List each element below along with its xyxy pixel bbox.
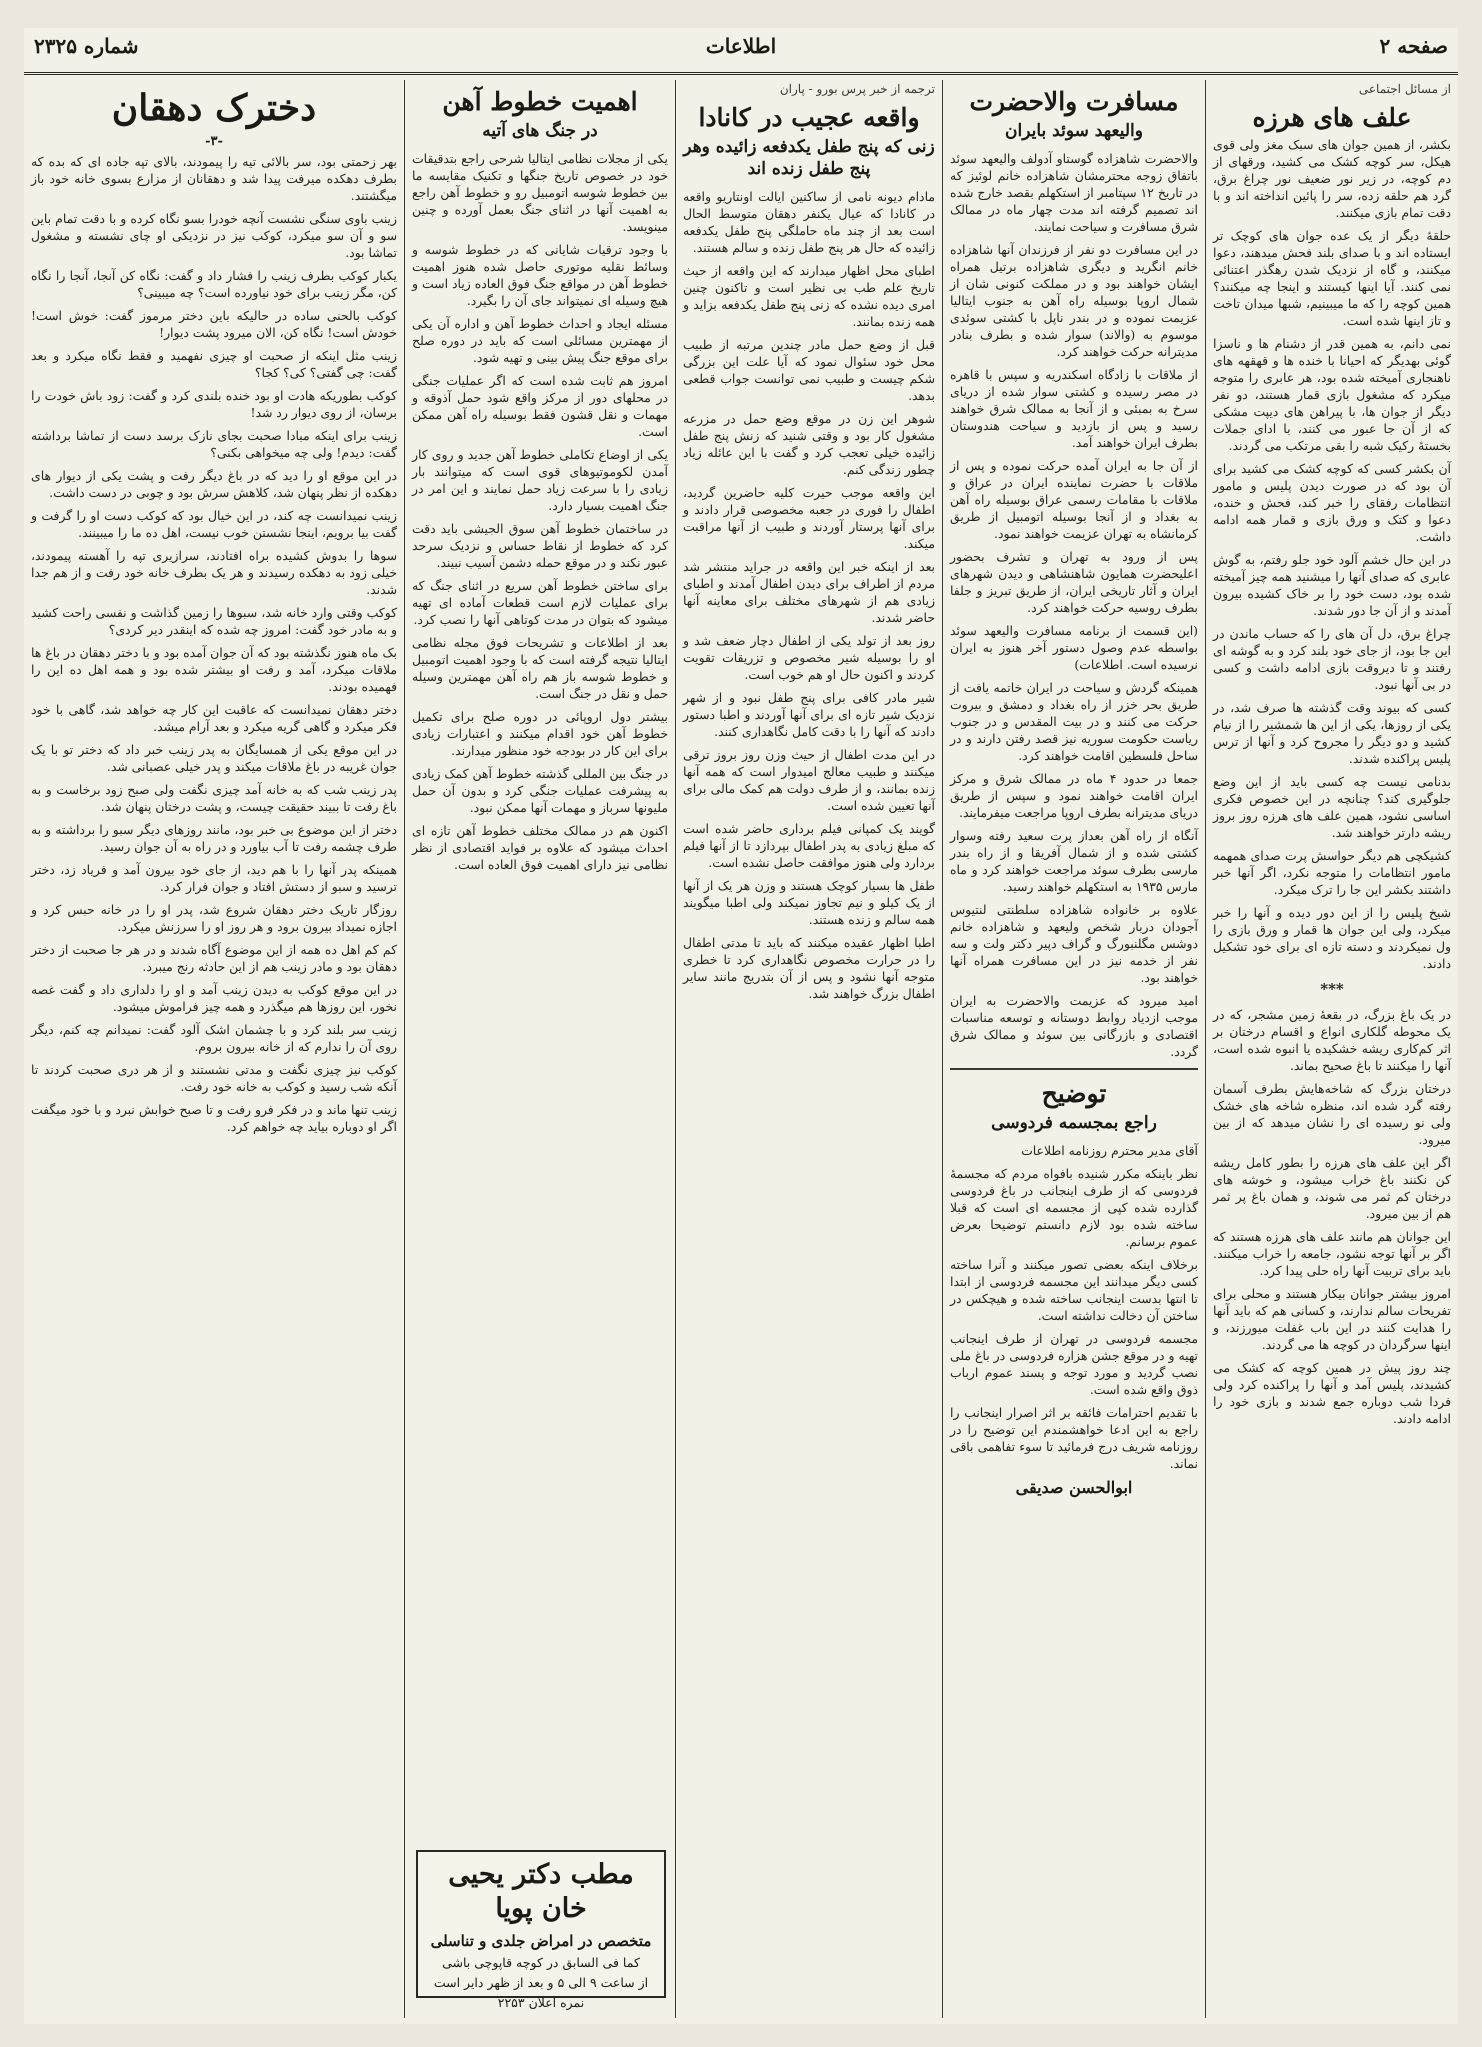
paragraph: کسی که بیوند وقت گذشته ها صرف شد، در یکی از روزها، یکی از این ها شمشیر را از نیام کشید و دو دیگر را مجروح کرد و آنها از ترس پلیس پراکنده شدند. [1213, 700, 1451, 766]
paragraph: والاحضرت شاهزاده گوستاو آدولف والیعهد سوئد باتفاق زوجه محترمشان شاهزاده خانم لوئیز که در تاریخ ۱۲ سپتامبر از استکهلم بقصد خارج شده اند تصمیم گرفته اند مدت چهار ماه در ممالک شرق مسافرت و سیاحت نمایند. [950, 151, 1198, 234]
paragraph: بهر زحمتی بود، سر بالائی تیه را پیمودند، بالای تپه جاده ای که بده که بطرف دهکده میرفت پیدا شد و دهقانان از مزارع بسوی خانه خود باز میگشتند. [31, 154, 397, 203]
paragraph: بعد از اینکه خبر این واقعه در جراید منتشر شد مردم از اطراف برای دیدن اطفال آمدند و اطبای زیادی هم از شهرهای مختلف برای معاینه آنها حاضر شدند. [683, 559, 935, 625]
paragraph: زینب تنها ماند و در فکر فرو رفت و تا صبح خوابش نبرد و با خود میگفت اگر او دوباره بیاید چه خواهم کرد. [31, 1102, 397, 1134]
paragraph: از ملاقات با زادگاه اسکندریه و سپس با قاهره در مصر رسیده و کشتی سوار شده از دریای سرخ به بمبئی و از آنجا به ممالک شرق خواهند رسید و پس از بازدید و سیاحت هندوستان بطرف ایران خواهند آمد. [950, 367, 1198, 450]
paragraph: کوکب وقتی وارد خانه شد، سبوها را زمین گذاشت و نفسی راحت کشید و به مادر خود گفت: امروز چه شده که اینقدر دیر کردی؟ [31, 605, 397, 637]
column-crown-prince-trip [943, 80, 1205, 2018]
paragraph: کم کم اهل ده همه از این موضوع آگاه شدند و در هر جا صحبت از دختر دهقان بود و مادر زینب هم از این حادثه رنج میبرد. [31, 942, 397, 974]
section-kicker: از مسائل اجتماعی [1358, 82, 1451, 96]
paragraph: آنگاه از راه آهن بعداز پرت سعید رفته وسوار کشتی شده و از شمال آفریقا و از راه بندر مارسی بطرف سوئد مراجعت خواهند کرد و ماه مارس ۱۹۳۵ به استکهلم خواهند رسید. [950, 828, 1198, 894]
ad-specialty: متخصص در امراض جلدی و تناسلی [430, 1932, 652, 1950]
article-title: واقعه عجیب در کانادا [698, 103, 920, 132]
paragraph: چند روز پیش در همین کوچه که کشک می کشیدند، پلیس آمد و آنها را پراکنده کرد ولی فردا شب دوباره جمع شدند و بازی خود را ادامه دادند. [1213, 1360, 1451, 1426]
article-body [412, 150, 668, 873]
article-body-continued [1213, 1006, 1451, 1427]
paragraph: کشیکچی هم دیگر حواسش پرت صدای همهمه مامور انتظامات را متوجه نکرد، اگر آنها خبر داشتند بکشر این جا را ترک میکرد. [1213, 848, 1451, 897]
paragraph: (این قسمت از برنامه مسافرت والیعهد سوئد بواسطه عدم وصول دستور آخر هنوز به ایران نرسیده است. اطلاعات) [950, 623, 1198, 672]
article-title: علف های هرزه [1252, 103, 1412, 132]
paragraph: اطبا اظهار عقیده میکنند که باید تا مدتی اطفال را در حرارت مخصوص نگاهداری کرد تا خطری متوجه آنها نشود و پس از آن بتدریج مانند سایر اطفال بزرگ خواهند شد. [683, 935, 935, 1001]
article-subtitle: در جنگ های آتیه [482, 121, 598, 141]
paragraph: روز بعد از تولد یکی از اطفال دچار ضعف شد و او را بوسیله شیر مخصوص و تزریقات تقویت کردند و اکنون حال او هم خوب است. [683, 633, 935, 682]
paragraph: گویند یک کمپانی فیلم برداری حاضر شده است که مبلغ زیادی به پدر اطفال بپردازد تا از آنها فیلم بردارد ولی هنوز موافقت حاصل نشده است. [683, 821, 935, 870]
paragraph: یکی از اوضاع تکاملی خطوط آهن جدید و روی کار آمدن لکوموتیوهای قوی است که میتوانند بار زیادی را با سرعت زیاد حمل نمایند و این امر در جنگ اهمیت بسیار دارد. [412, 447, 668, 513]
page-number: صفحه ۲ [1379, 34, 1448, 58]
paragraph: علاوه بر خانواده شاهزاده سلطنتی لنتیوس آجودان دربار شخص ولیعهد و شاهزاده خانم دوشس مگلنبورگ و گراف دپیر دکتر ولت و سه نفر از خدمه نیز در این مسافرت همراه آنها خواهند بود. [950, 902, 1198, 985]
paragraph: برای ساختن خطوط آهن سریع در اثنای جنگ که برای عملیات لازم است قطعات آماده ای تهیه میشود که بتوان در مدت کوتاهی آنها را نصب کرد. [412, 578, 668, 627]
ad-hours: از ساعت ۹ الی ۵ و بعد از ظهر دایر است [433, 1975, 649, 1990]
paragraph: نظر باینکه مکرر شنیده بافواه مردم که مجسمهٔ فردوسی که از طرف اینجانب در باغ فردوسی گذارده شده کپی از مجسمه ای است که قبلا ساخته شده بود لازم دانستم توضیحا بعرض عموم برسانم. [950, 1166, 1198, 1249]
paragraph: حلقهٔ دیگر از یک عده جوان های کوچک تر ایستاده اند و با صدای بلند فحش میدهند، دعوا میکنند، و گاه از نزدیک شدن رهگذر اعتنائی نمی کنند. آیا اینها کیستند و اینجا چه میکنند؟ همین کوچه را که ما میبینیم، شبها میدان تاخت و تاز اینها شده است. [1213, 228, 1451, 328]
paragraph: مجسمه فردوسی در تهران از طرف اینجانب تهیه و در موقع جشن هزاره فردوسی در باغ ملی نصب گردید و مورد توجه و پسند عموم ارباب ذوق واقع شده است. [950, 1331, 1198, 1397]
article-title: اهمیت خطوط آهن [442, 87, 638, 116]
paragraph: از آن جا به ایران آمده حرکت نموده و پس از ملاقات با حضرت نماینده ایران در عراق و ملاقات با مقامات رسمی عراق بوسیله راه آهن به بغداد و از آنجا بوسیله اتومبیل از طریق کرمانشاه به تهران عزیمت خواهند نمود. [950, 458, 1198, 541]
paragraph: در این مدت اطفال از حیث وزن روز بروز ترقی میکنند و طبیب معالج امیدوار است که همه آنها زنده بمانند، و از طرف دولت هم کمک مالی برای آنها تعیین شده است. [683, 747, 935, 813]
paragraph: دختر دهقان نمیدانست که عاقبت این کار چه خواهد شد، گاهی با خود فکر میکرد و گاهی گریه میکرد و بعد آرام میشد. [31, 702, 397, 734]
paragraph: نمی دانم، به همین قدر از دشنام ها و ناسزا گوئی بهدیگر که احیانا با خنده ها و قهقهه های ناهنجاری آمیخته شده بود، هر عابری را متوجه میکرد که مشغول بازی قمار هستند، دو نفر دیگر از جوان ها، با پیراهن های دیپت مشکی که از آن جا عبور می کنند، با ادای جملات بخستهٔ رکیک شبه را بقی مرتکب می گردند. [1213, 336, 1451, 453]
newspaper-page [24, 28, 1458, 2024]
paragraph: همینکه گردش و سیاحت در ایران خاتمه یافت از طریق بحر خزر از راه بغداد و دمشق و بیروت حرکت می کنند و در بیت المقدس و در جنوب ریاست حکومت سوریه نیز قصد رفتن دارند و در ساحل فلسطین اقامت خواهند کرد. [950, 680, 1198, 763]
paragraph: امروز هم ثابت شده است که اگر عملیات جنگی در محلهای دور از مرکز واقع شود حمل آذوقه و مهمات و نقل قشون فقط بوسیله راه آهن ممکن است. [412, 373, 668, 439]
paragraph: با تقدیم احترامات فائقه بر اثر اصرار اینجانب را راجع به این ادعا خواهشمندم این توضیح را در روزنامه شریف درج فرمائید تا سوء تفاهمی باقی نماند. [950, 1405, 1198, 1471]
paragraph: بیشتر دول اروپائی در دوره صلح برای تکمیل خطوط آهن خود اقدام میکنند و اعتبارات زیادی برای این کار در بودجه خود منظور میدارند. [412, 709, 668, 758]
column-rule [404, 80, 405, 2018]
paragraph: پدر زینب شب که به خانه آمد چیزی نگفت ولی صبح زود برخاست و به باغ رفت تا ببیند حقیقت چیست، و پشت درختان پنهان شد. [31, 782, 397, 814]
story-title: دخترک دهقان [111, 87, 317, 129]
article-subtitle: زنی که پنج طفل یکدفعه زائیده وهر پنج طفل زنده اند [683, 137, 935, 179]
paragraph: آن بکشر کسی که کوچه کشک می کشید برای آن بود که در صورت دیدن پلیس و مامور انتظامات رفقای را خبر کند، فحش و خنده، دعوا و کتک و ورق بازی و قمار همه ادامه داشت. [1213, 461, 1451, 544]
paragraph: کوکب بطوریکه هادت او بود خنده بلندی کرد و گفت: زود باش خودت را برسان، از روی دیوار رد شد! [31, 388, 397, 420]
paragraph: در این موقع یکی از همسایگان به پدر زینب خبر داد که دختر تو با یک جوان غریبه در باغ ملاقات میکند و پدر خیلی عصبانی شد. [31, 742, 397, 774]
notice-body [950, 1165, 1198, 1472]
paragraph: این واقعه موجب حیرت کلیه حاضرین گردید، اطفال را فوری در جعبه مخصوصی قرار دادند و برای آنها پرستار آوردند و طبیب از آنها مراقبت میکند. [683, 485, 935, 551]
paragraph: درختان بزرگ که شاخه‌هایش بطرف آسمان رفته گرد شده اند، منظره شاخه های خشک ولی نو رسیده ای را نشان میدهد که از بین میرود. [1213, 1081, 1451, 1147]
paragraph: کوکب نیز چیزی نگفت و مدتی نشستند و از هر دری صحبت کردند تا آنکه شب رسید و کوکب به خانه خود رفت. [31, 1062, 397, 1094]
paragraph: مادام دیونه نامی از ساکنین ایالت اونتاریو واقعه در کانادا که عیال یکنفر دهقان متوسط الحال است بعد از چند ماه حاملگی پنج طفل یکدفعه زائیده که حال هر پنج طفل زنده و سالم هستند. [683, 189, 935, 255]
notice-title: توضیح [1041, 1079, 1107, 1108]
column-rule [1205, 80, 1206, 2018]
doctor-advertisement [416, 1850, 666, 2010]
notice-subtitle: راجع بمجسمه فردوسی [991, 1113, 1157, 1133]
paragraph: بکشر، از همین جوان های سبک مغز ولی قوی هیکل، سر کوچه کشک می کشید، ورقهای از دم کوچه، در زیر نور ضعیف نور چراغ برق، گرد هم حلقه زده، سر را پائین انداخته اند و با دقت تمام بازی میکنند. [1213, 137, 1451, 220]
paragraph: در این موقع کوکب به دیدن زینب آمد و او را دلداری داد و گفت غصه نخور، این روزها هم میگذرد و همه چیز فراموش میشود. [31, 982, 397, 1014]
paragraph: همینکه پدر آنها را با هم دید، از جای خود بیرون آمد و فریاد زد، دختر ترسید و سبو از دستش افتاد و جوان فرار کرد. [31, 862, 397, 894]
paragraph: یکی از مجلات نظامی ایتالیا شرحی راجع بتدقیقات خود در خصوص تاریخ جنگها و تکنیک مقایسه ما بین خطوط شوسه اتومبیل رو و خطوط آهن راجع به اهمیت آنها در اثنای جنگ بعمل آورده و چنین مینویسد. [412, 151, 668, 234]
paragraph: اطبای محل اظهار میدارند که این واقعه از حیث تاریخ علم طب بی نظیر است و تاکنون چنین امری دیده نشده که زنی پنج طفل یکدفعه بزاید و همه زنده بمانند. [683, 263, 935, 329]
ad-notice-number: نمره اعلان ۲۲۵۳ [497, 1995, 585, 2010]
column-canada-event [676, 80, 942, 2018]
paragraph: زینب مثل اینکه از صحبت او چیزی نفهمید و فقط نگاه میکرد و بعد گفت: چی گفتی؟ کی؟ کجا؟ [31, 348, 397, 380]
paragraph: زینب نمیدانست چه کند، در این خیال بود که کوکب دست او را گرفت و گفت بیا برویم، اینجا نشستن خوب نیست، اهل ده ما را میبینند. [31, 508, 397, 540]
paragraph: پس از ورود به تهران و تشرف بحضور اعلیحضرت همایون شاهنشاهی و دیدن شهرهای ایران و آثار تاریخی ایران، از طریق تبریز و جلفا بطرف روسیه حرکت خواهند کرد. [950, 549, 1198, 615]
column-peasant-girl [24, 80, 404, 2018]
notice-salutation: آقای مدیر محترم روزنامه اطلاعات [1021, 1143, 1198, 1158]
paragraph: دختر از این موضوع بی خبر بود، مانند روزهای دیگر سبو را برداشته و به طرف چشمه رفت تا آب بیاورد و در راه به آن جوان رسید. [31, 822, 397, 854]
paragraph: برخلاف اینکه بعضی تصور میکنند و آنرا ساخته کسی دیگر میدانند این مجسمه فردوسی از ابتدا تا انتها بدست اینجانب ساخته شده و هیچکس در ساختن آن دخالت نداشته است. [950, 1257, 1198, 1323]
paragraph: شوهر این زن در موقع وضع حمل در مزرعه مشغول کار بود و وقتی شنید که زنش پنج طفل زائیده خیلی تعجب کرد و گفت با این عائله زیاد چطور زندگی کنم. [683, 411, 935, 477]
divider [950, 1068, 1198, 1070]
article-body [1213, 136, 1451, 972]
paragraph: جمعا در حدود ۴ ماه در ممالک شرق و مرکز ایران اقامت خواهند نمود و سپس از طریق دریای مدیترانه بطرف اروپا مراجعت میفرمایند. [950, 771, 1198, 820]
paragraph: اکنون هم در ممالک مختلف خطوط آهن تازه ای احداث میشود که علاوه بر فواید اقتصادی از نظر نظامی نیز دارای اهمیت فوق العاده است. [412, 823, 668, 872]
paragraph: در یک باغ بزرگ، در بقعهٔ زمین مشجر، که در یک محوطه گلکاری انواع و اقسام درختان بر اثر کم‌کاری ریشه خشکیده یا انبوه شده است، آنها را میکنند تا باغ صحیح بماند. [1213, 1007, 1451, 1073]
newspaper-name: اطلاعات [705, 34, 777, 58]
paragraph: کوکب بالحنی ساده در حالیکه باین دختر مرموز گفت: خوش است! خودش است! نگاه کن، الان میرود پشت دیوار! [31, 308, 397, 340]
paragraph: سوها را بدوش کشیده براه افتادند، سرازیری تپه را آهسته پیمودند، خیلی زود به دهکده رسیدند و هر یک بطرف خانه خود رفت و از هم جدا شدند. [31, 548, 397, 597]
paragraph: شیخ پلیس را از این دور دیده و آنها را خبر میکرد، ولی این جوان ها قمار و ورق بازی را ول نمیکردند و دسته تازه ای برای خود تشکیل دادند. [1213, 905, 1451, 971]
paragraph: در این مسافرت دو نفر از فرزندان آنها شاهزاده خانم انگرید و دیگری شاهزاده برتیل همراه ایشان خواهند بود و در مملکت کنونی شان از شمال اروپا بوسیله راه آهن به جنوب ایتالیا عزیمت نموده و در بندر ناپل با کشتی سوئدی موسوم به (والاند) سوار شده و بطرف بنادر مدیترانه حرکت خواهند کرد. [950, 242, 1198, 359]
paragraph: در ساختمان خطوط آهن سوق الجیشی باید دقت کرد که خطوط از نقاط حساس و نزدیک سرحد عبور نکند و در موقع حمله دشمن آسیب نبیند. [412, 521, 668, 570]
paragraph: زینب باوی سنگی نشست آنچه خودرا بسو نگاه کرده و با دقت تمام باین سو و آن سو میکرد، کوکب نیز در نزدیکی او چای نشسته و مشغول تماشا بود. [31, 211, 397, 260]
article-subtitle: والیعهد سوئد بایران [1005, 121, 1143, 141]
paragraph: زینب سر بلند کرد و با چشمان اشک آلود گفت: نمیدانم چه کنم، دیگر روی آن را ندارم که از خانه بیرون بروم. [31, 1022, 397, 1054]
paragraph: قبل از وضع حمل مادر چندین مرتبه از طبیب محل خود سئوال نمود که آیا علت این بزرگی شکم چیست و طبیب نمی توانست جواب قطعی بدهد. [683, 337, 935, 403]
paragraph: بدنامی نیست چه کسی باید از این وضع جلوگیری کند؟ چنانچه در این خصوص فکری اساسی نشود، همین علف های هرزه روز بروز ریشه دارتر خواهند شد. [1213, 774, 1451, 840]
paragraph: طفل ها بسیار کوچک هستند و وزن هر یک از آنها از یک کیلو و نیم تجاوز نمیکند ولی اطبا میگویند همه سالم و زنده هستند. [683, 878, 935, 927]
paragraph: در این حال خشم آلود خود جلو رفتم، به گوش عابری که صدای آنها را میشنید همه چیز آمیخته شده بود، دست خود را بر خاک کشیده بیرون آمدند و از آن جا دور شدند. [1213, 552, 1451, 618]
notice-signature: ابوالحسن صدیقی [1015, 1478, 1133, 1497]
paragraph: روزگار تاریک دختر دهقان شروع شد، پدر او را در خانه حبس کرد و اجازه نمیداد بیرون برود و هر روز او را سرزنش میکرد. [31, 902, 397, 934]
ad-title: مطب دکتر یحیی خان پویا [448, 1859, 634, 1924]
paragraph: بعد از اطلاعات و تشریحات فوق مجله نظامی ایتالیا نتیجه گرفته است که با وجود اهمیت اتومبیل و خطوط شوسه باز هم راه آهن مهمترین وسیله حمل و نقل در جنگ است. [412, 635, 668, 701]
paragraph: زینب برای اینکه مبادا صحبت بجای نازک برسد دست از تماشا برداشته گفت: دیدم! ولی چه میخواهی بکنی؟ [31, 428, 397, 460]
paragraph: با وجود ترقیات شایانی که در خطوط شوسه و وسائط نقلیه موتوری حاصل شده هنوز اهمیت خطوط آهن در مواقع جنگ فوق العاده زیاد است و هیچ وسیله ای نمیتواند جای آن را بگیرد. [412, 242, 668, 308]
paragraph: مسئله ایجاد و احداث خطوط آهن و اداره آن یکی از مهمترین مسائلی است که باید در دوره صلح برای موقع جنگ پیش بینی و تهیه شود. [412, 316, 668, 365]
paragraph: اگر این علف های هرزه را بطور کامل ریشه کن نکنند باغ خراب میشود، و خوشه های درختان کم ثمر می شوند، و همان باغ پر ثمر هم از بین میرود. [1213, 1155, 1451, 1221]
column-railways [405, 80, 675, 2018]
masthead [24, 28, 1458, 75]
column-rule [675, 80, 676, 2018]
paragraph: در جنگ بین المللی گذشته خطوط آهن کمک زیادی به پیشرفت عملیات جنگی کرد و بدون آن حمل ملیونها سرباز و مهمات آنها ممکن نبود. [412, 766, 668, 815]
column-rule [942, 80, 943, 2018]
paragraph: شیر مادر کافی برای پنج طفل نبود و از شهر نزدیک شیر تازه ای برای آنها آوردند و اطبا دستور دادند که آنها را با دقت کامل نگاهداری کنند. [683, 690, 935, 739]
issue-number: شماره ۲۳۲۵ [34, 34, 139, 58]
paragraph: یکبار کوکب بطرف زینب را فشار داد و گفت: نگاه کن آنجا، آنجا را نگاه کن، مگر زینب برای خود نیاورده است؟ چه میبینی؟ [31, 268, 397, 300]
article-body [683, 188, 935, 1002]
story-body [31, 153, 397, 1135]
paragraph: در این موقع او را دید که در باغ دیگر رفت و پشت یکی از دیوار های دهکده از نظر پنهان شد، کلاهش سرش بود و چوبی در دست داشت. [31, 468, 397, 500]
article-body [950, 150, 1198, 1060]
paragraph: بک ماه هنوز نگذشته بود که آن جوان آمده بود و با دختر دهقان در باغ ها ملاقات میکرد، آمد و رفت او بیشتر شده بود و همه اهل ده این را فهمیده بودند. [31, 645, 397, 694]
column-social-issues [1206, 80, 1458, 2018]
ad-address: کما فی السابق در کوچه قاپوچی باشی [442, 1955, 640, 1970]
paragraph: امروز بیشتر جوانان بیکار هستند و محلی برای تفریحات سالم ندارند، و کسانی هم که باید آنها را هدایت کنند در این باب غفلت میورزند، و اینها سرگردان در کوچه ها می گردند. [1213, 1286, 1451, 1352]
section-separator: *** [1320, 980, 1344, 998]
article-title: مسافرت والاحضرت [969, 87, 1179, 116]
section-kicker: ترجمه از خبر پرس بورو - پاران [779, 82, 935, 96]
installment-number: -۳- [205, 134, 223, 149]
paragraph: چراغ برق، دل آن های را که حساب ماندن در این جا بود، از جای خود بلند کرد و به گوشه ای رفتند و تا دیروقت بازی ادامه داشت و کسی در بی آنها نبود. [1213, 626, 1451, 692]
paragraph: این جوانان هم مانند علف های هرزه هستند که اگر بر آنها توجه نشود، جامعه را خراب میکنند. باید برای تربیت آنها راه حلی پیدا کرد. [1213, 1229, 1451, 1278]
paragraph: امید میرود که عزیمت والاحضرت به ایران موجب ازدیاد روابط دوستانه و توسعه مناسبات اقتصادی و بازرگانی بین سوئد و ممالک شرق گردد. [950, 993, 1198, 1059]
